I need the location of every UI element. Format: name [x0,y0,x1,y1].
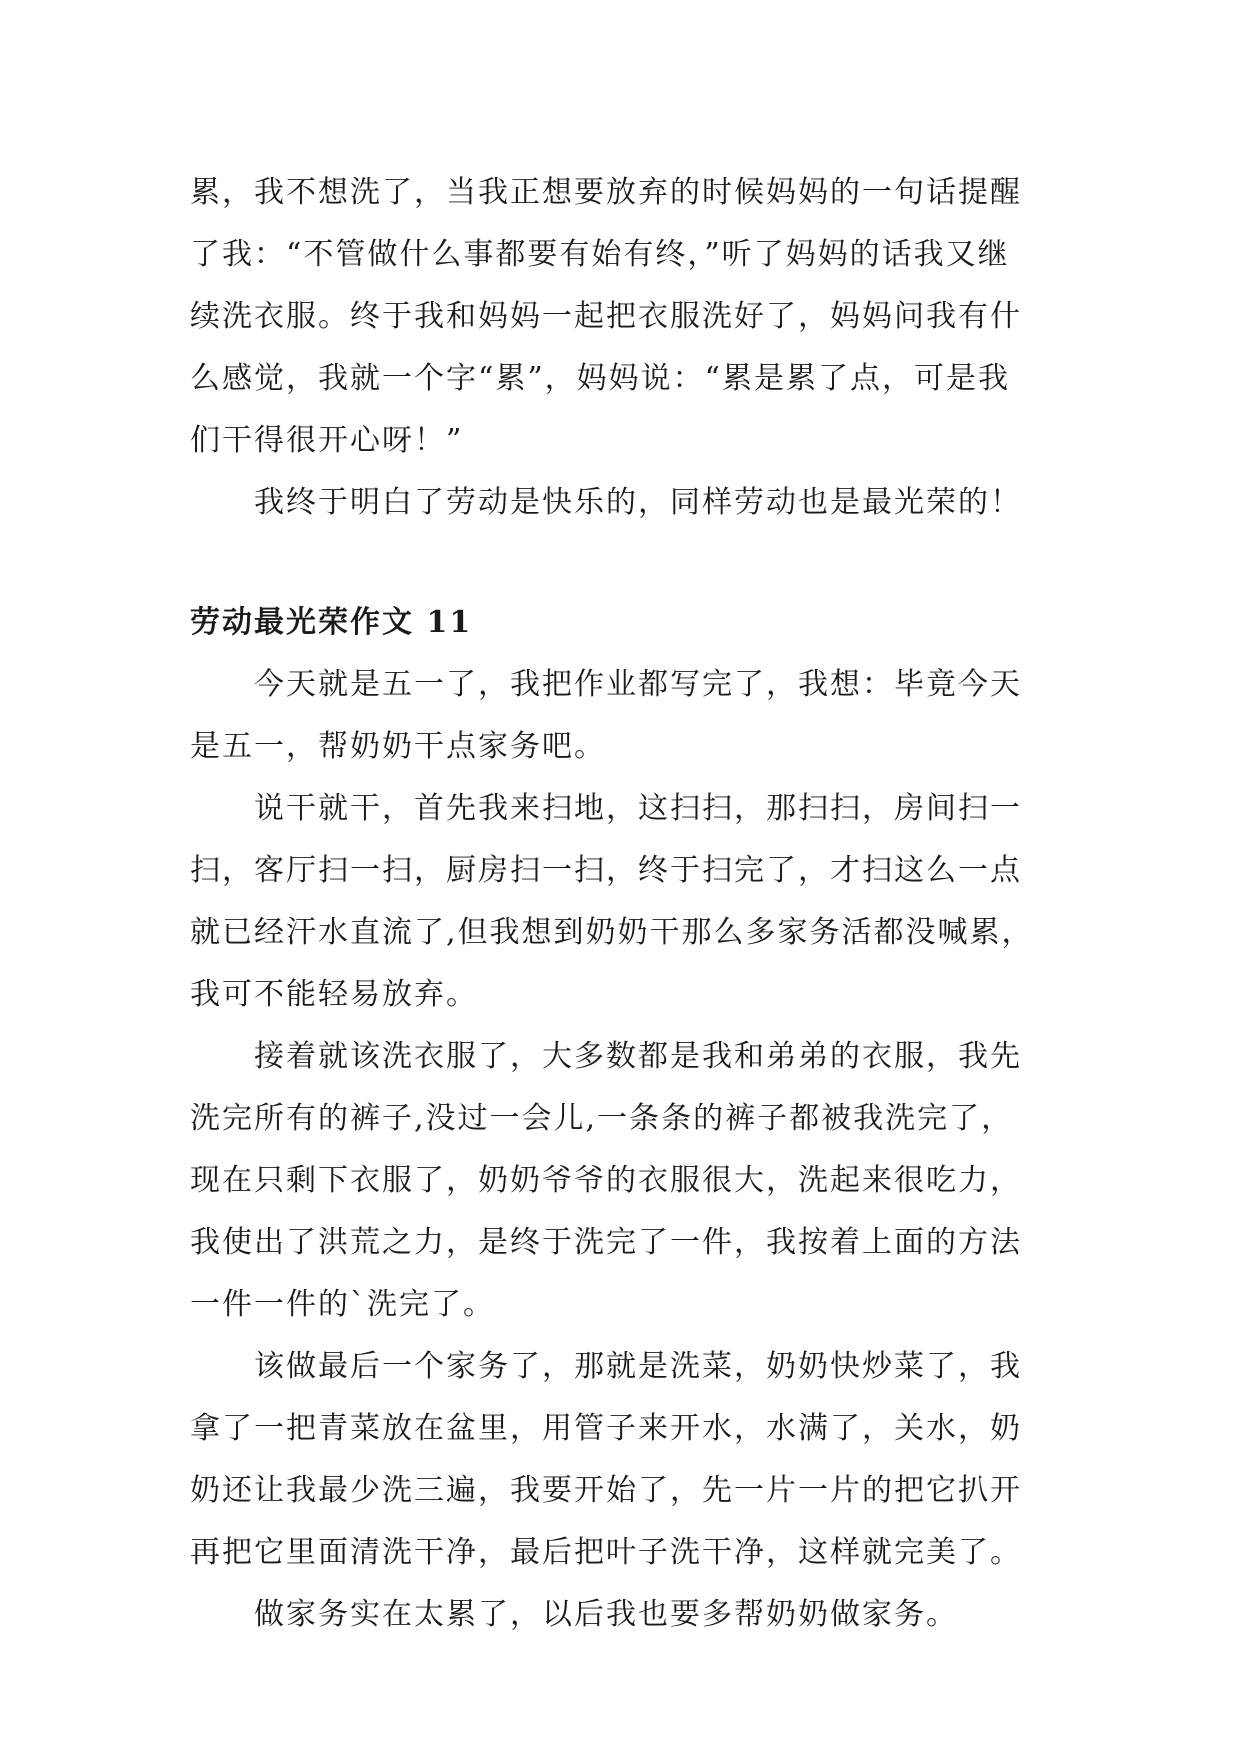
text-line: 我可不能轻易放弃。 [190,977,478,1012]
paragraph-1 [190,654,1050,778]
text-line: 我终于明白了劳动是快乐的，同样劳动也是最光荣的！ [254,485,1022,520]
text-line: 说干就干，首先我来扫地，这扫扫，那扫扫，房间扫一 [254,791,1022,826]
document-body [190,162,1050,1646]
text-line: 奶还让我最少洗三遍，我要开始了，先一片一片的把它扒开 [190,1473,1022,1508]
text-line: 么感觉，我就一个字“累”，妈妈说：“累是累了点，可是我 [190,361,1011,396]
text-line: 接着就该洗衣服了，大多数都是我和弟弟的衣服，我先 [254,1039,1022,1074]
continued-paragraph [190,162,1050,472]
text-line: 做家务实在太累了，以后我也要多帮奶奶做家务。 [254,1597,958,1632]
text-line: 今天就是五一了，我把作业都写完了，我想：毕竟今天 [254,667,1022,702]
section-title: 劳动最光荣作文 11 [190,605,473,640]
text-line: 扫，客厅扫一扫，厨房扫一扫，终于扫完了，才扫这么一点 [190,853,1022,888]
paragraph-2 [190,778,1050,1026]
text-line: 我使出了洪荒之力，是终于洗完了一件，我按着上面的方法 [190,1225,1022,1260]
text-line: 一件一件的`洗完了。 [190,1287,495,1322]
text-line: 再把它里面清洗干净，最后把叶子洗干净，这样就完美了。 [190,1535,1022,1570]
text-line: 现在只剩下衣服了，奶奶爷爷的衣服很大，洗起来很吃力， [190,1163,1022,1198]
text-line: 拿了一把青菜放在盆里，用管子来开水，水满了，关水，奶 [190,1411,1022,1446]
closing-paragraph [190,472,1050,534]
paragraph-3 [190,1026,1050,1336]
paragraph-5 [190,1584,1050,1646]
text-line: 们干得很开心呀！” [190,423,464,458]
paragraph-4 [190,1336,1050,1584]
text-line: 洗完所有的裤子,没过一会儿,一条条的裤子都被我洗完了， [190,1101,1014,1136]
text-line: 累，我不想洗了，当我正想要放弃的时候妈妈的一句话提醒 [190,175,1022,210]
text-line: 该做最后一个家务了，那就是洗菜，奶奶快炒菜了，我 [254,1349,1022,1384]
text-line: 是五一，帮奶奶干点家务吧。 [190,729,606,764]
text-line: 了我：“不管做什么事都要有始有终，”听了妈妈的话我又继 [190,237,1010,272]
text-line: 续洗衣服。终于我和妈妈一起把衣服洗好了，妈妈问我有什 [190,299,1022,334]
text-line: 就已经汗水直流了,但我想到奶奶干那么多家务活都没喊累， [190,915,1034,950]
